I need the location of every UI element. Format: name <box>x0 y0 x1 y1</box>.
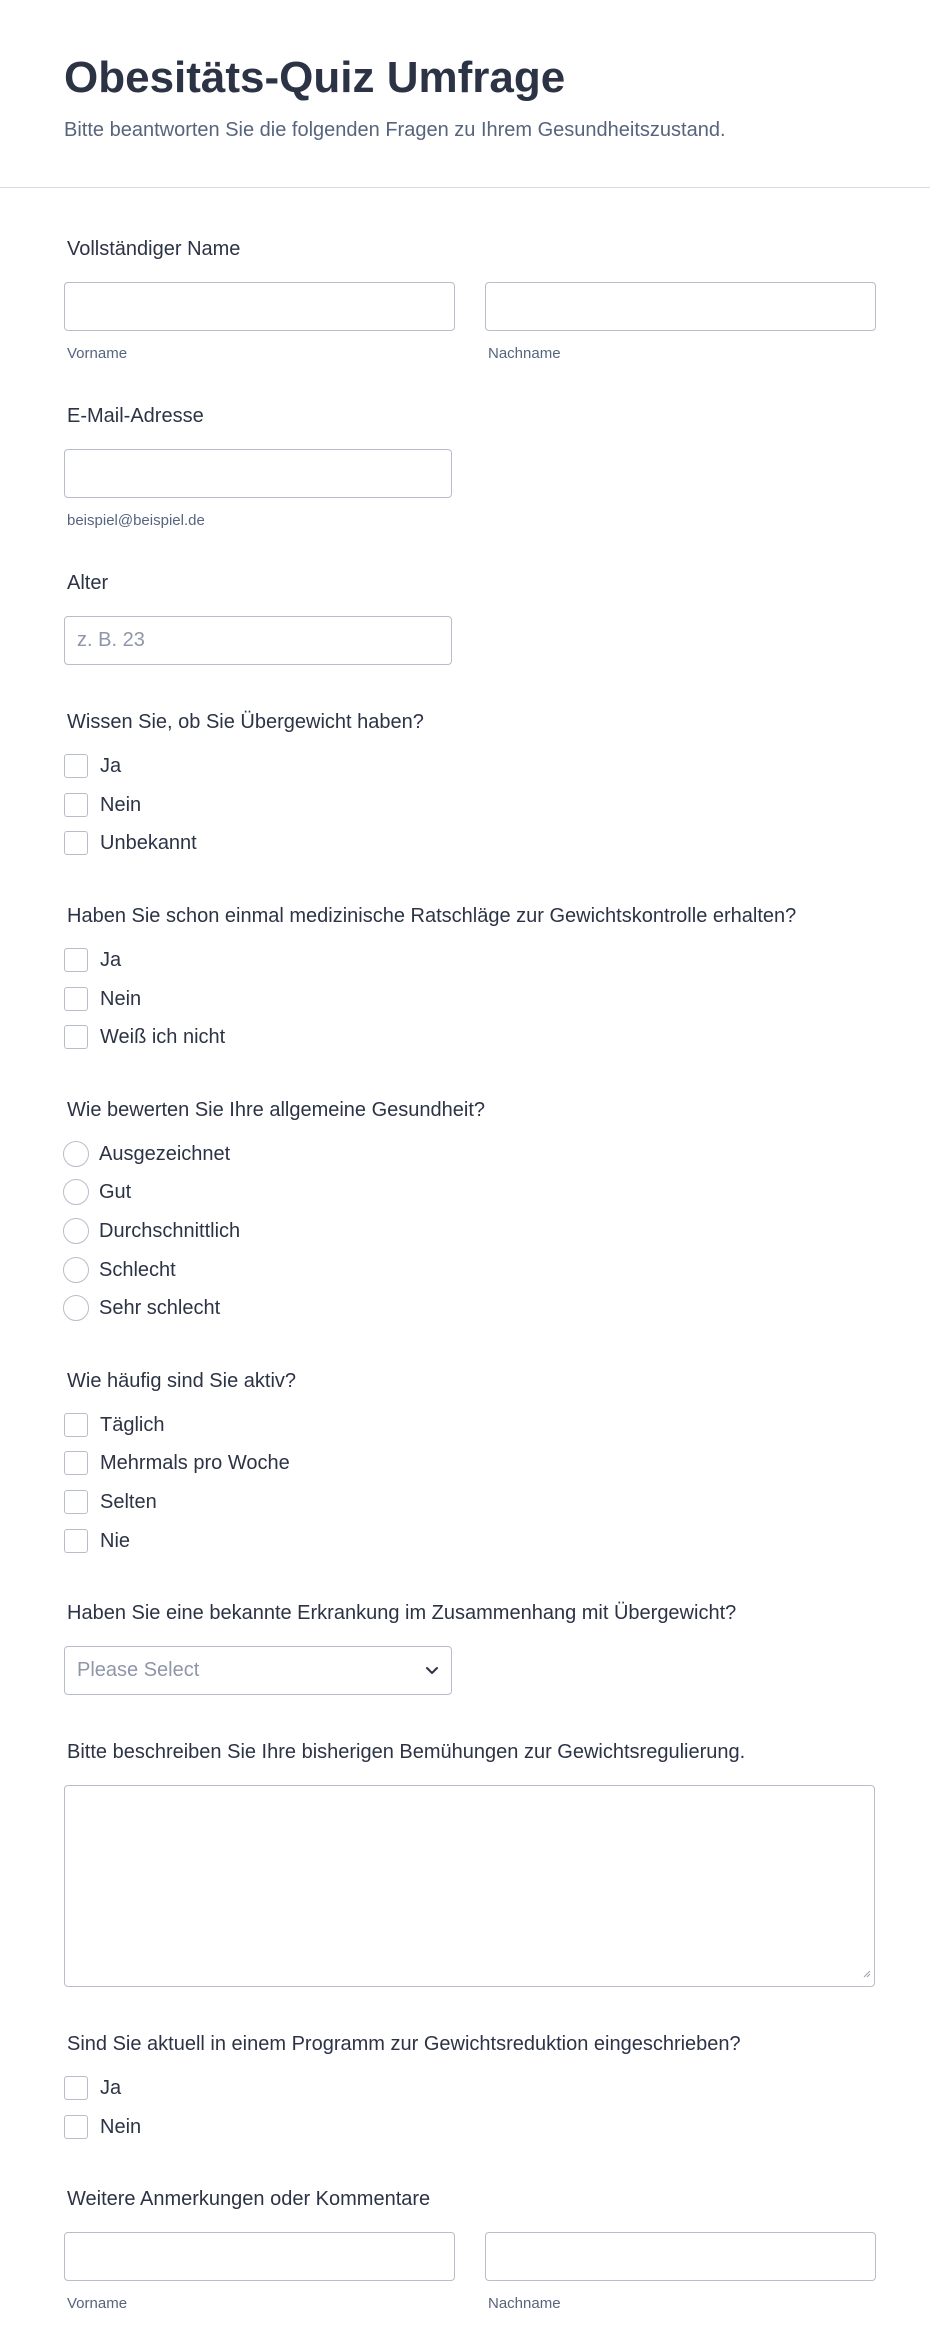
checkbox[interactable] <box>64 754 88 778</box>
option-ja[interactable] <box>64 747 866 786</box>
previous-efforts-field <box>64 1739 866 1987</box>
option-unbekannt[interactable] <box>64 824 866 863</box>
email-field <box>64 403 866 530</box>
form-header <box>0 0 930 188</box>
option-ja[interactable] <box>64 941 866 980</box>
comments-first-input[interactable] <box>64 2232 455 2281</box>
age-label: Alter <box>67 572 109 594</box>
checkbox[interactable] <box>64 831 88 855</box>
comments-first-col <box>64 2232 455 2313</box>
previous-efforts-label: Bitte beschreiben Sie Ihre bisherigen Bemühungen zur Gewichtsregulierung. <box>67 1740 746 1763</box>
option-ja[interactable] <box>64 2069 866 2108</box>
medical-advice-label: Haben Sie schon einmal medizinische Ratschläge zur Gewichtskontrolle erhalten? <box>67 904 797 927</box>
comments-last-col <box>485 2232 876 2313</box>
option-label: Durchschnittlich <box>99 1220 241 1243</box>
chevron-down-icon <box>425 1666 439 1675</box>
comments-last-sublabel: Nachname <box>488 2295 561 2313</box>
medical-advice-options <box>64 941 866 1057</box>
option-nein[interactable] <box>64 979 866 1018</box>
checkbox[interactable] <box>64 793 88 817</box>
option-label: Nein <box>100 793 142 816</box>
last-name-col <box>485 282 876 363</box>
program-enrolled-label: Sind Sie aktuell in einem Programm zur Gewichtsreduktion eingeschrieben? <box>67 2032 741 2055</box>
option-weiss-ich-nicht[interactable] <box>64 1018 866 1057</box>
option-label: Mehrmals pro Woche <box>100 1452 290 1475</box>
option-label: Nein <box>100 987 142 1010</box>
page-title: Obesitäts-Quiz Umfrage <box>64 53 566 102</box>
resize-grip-icon[interactable] <box>861 1965 871 1983</box>
radio-button[interactable] <box>63 1218 89 1244</box>
option-label: Unbekannt <box>100 832 197 855</box>
option-label: Ja <box>100 949 122 972</box>
general-health-options <box>64 1135 866 1328</box>
medical-advice-field <box>64 903 866 1057</box>
known-condition-field <box>64 1600 866 1695</box>
previous-efforts-textarea[interactable] <box>64 1785 875 1987</box>
option-nein[interactable] <box>64 2108 866 2147</box>
comments-field <box>64 2186 866 2313</box>
checkbox[interactable] <box>64 1490 88 1514</box>
full-name-field <box>64 236 866 363</box>
option-label: Ja <box>100 755 122 778</box>
option-label: Selten <box>100 1491 157 1514</box>
option-nie[interactable] <box>64 1521 866 1560</box>
first-name-col <box>64 282 455 363</box>
option-label: Schlecht <box>99 1258 176 1281</box>
option-nein[interactable] <box>64 786 866 825</box>
age-field <box>64 570 866 665</box>
email-input[interactable] <box>64 449 452 498</box>
option-label: Nein <box>100 2115 142 2138</box>
comments-last-input[interactable] <box>485 2232 876 2281</box>
checkbox[interactable] <box>64 1451 88 1475</box>
overweight-known-options <box>64 747 866 863</box>
last-name-input[interactable] <box>485 282 876 331</box>
option-sehr-schlecht[interactable] <box>64 1289 866 1328</box>
checkbox[interactable] <box>64 987 88 1011</box>
radio-button[interactable] <box>63 1179 89 1205</box>
option-label: Ausgezeichnet <box>99 1142 231 1165</box>
form-body <box>0 188 930 2313</box>
general-health-label: Wie bewerten Sie Ihre allgemeine Gesundheit? <box>67 1098 486 1121</box>
option-schlecht[interactable] <box>64 1250 866 1289</box>
select-value: Please Select <box>77 1658 200 1681</box>
option-label: Nie <box>100 1529 131 1552</box>
checkbox[interactable] <box>64 2115 88 2139</box>
option-ausgezeichnet[interactable] <box>64 1135 866 1174</box>
comments-label: Weitere Anmerkungen oder Kommentare <box>67 2188 431 2211</box>
option-taeglich[interactable] <box>64 1406 866 1445</box>
option-label: Sehr schlecht <box>99 1297 221 1320</box>
page-subtitle: Bitte beantworten Sie die folgenden Fragen zu Ihrem Gesundheitszustand. <box>64 119 726 141</box>
checkbox[interactable] <box>64 948 88 972</box>
full-name-label: Vollständiger Name <box>67 238 241 260</box>
program-enrolled-options <box>64 2069 866 2146</box>
last-name-sublabel: Nachname <box>488 345 561 362</box>
email-label: E-Mail-Adresse <box>67 405 204 427</box>
option-label: Gut <box>99 1181 132 1204</box>
radio-button[interactable] <box>63 1295 89 1321</box>
comments-first-sublabel: Vorname <box>67 2295 128 2313</box>
age-input[interactable] <box>64 616 452 665</box>
known-condition-select[interactable] <box>64 1646 452 1695</box>
first-name-sublabel: Vorname <box>67 345 128 362</box>
option-mehrmals-pro-woche[interactable] <box>64 1444 866 1483</box>
option-selten[interactable] <box>64 1483 866 1522</box>
activity-field <box>64 1368 866 1560</box>
full-name-row <box>64 282 866 363</box>
first-name-input[interactable] <box>64 282 455 331</box>
radio-button[interactable] <box>63 1141 89 1167</box>
general-health-field <box>64 1097 866 1328</box>
program-enrolled-field <box>64 2031 866 2146</box>
activity-options <box>64 1406 866 1560</box>
known-condition-label: Haben Sie eine bekannte Erkrankung im Zusammenhang mit Übergewicht? <box>67 1601 737 1624</box>
option-gut[interactable] <box>64 1173 866 1212</box>
checkbox[interactable] <box>64 1413 88 1437</box>
checkbox[interactable] <box>64 1025 88 1049</box>
checkbox[interactable] <box>64 1529 88 1553</box>
option-label: Weiß ich nicht <box>100 1026 226 1049</box>
checkbox[interactable] <box>64 2076 88 2100</box>
activity-label: Wie häufig sind Sie aktiv? <box>67 1369 297 1392</box>
overweight-known-field <box>64 709 866 863</box>
radio-button[interactable] <box>63 1257 89 1283</box>
overweight-known-label: Wissen Sie, ob Sie Übergewicht haben? <box>67 711 424 733</box>
option-label: Täglich <box>100 1413 165 1436</box>
email-sublabel: beispiel@beispiel.de <box>67 512 205 529</box>
comments-row <box>64 2232 866 2313</box>
option-durchschnittlich[interactable] <box>64 1212 866 1251</box>
option-label: Ja <box>100 2077 122 2100</box>
